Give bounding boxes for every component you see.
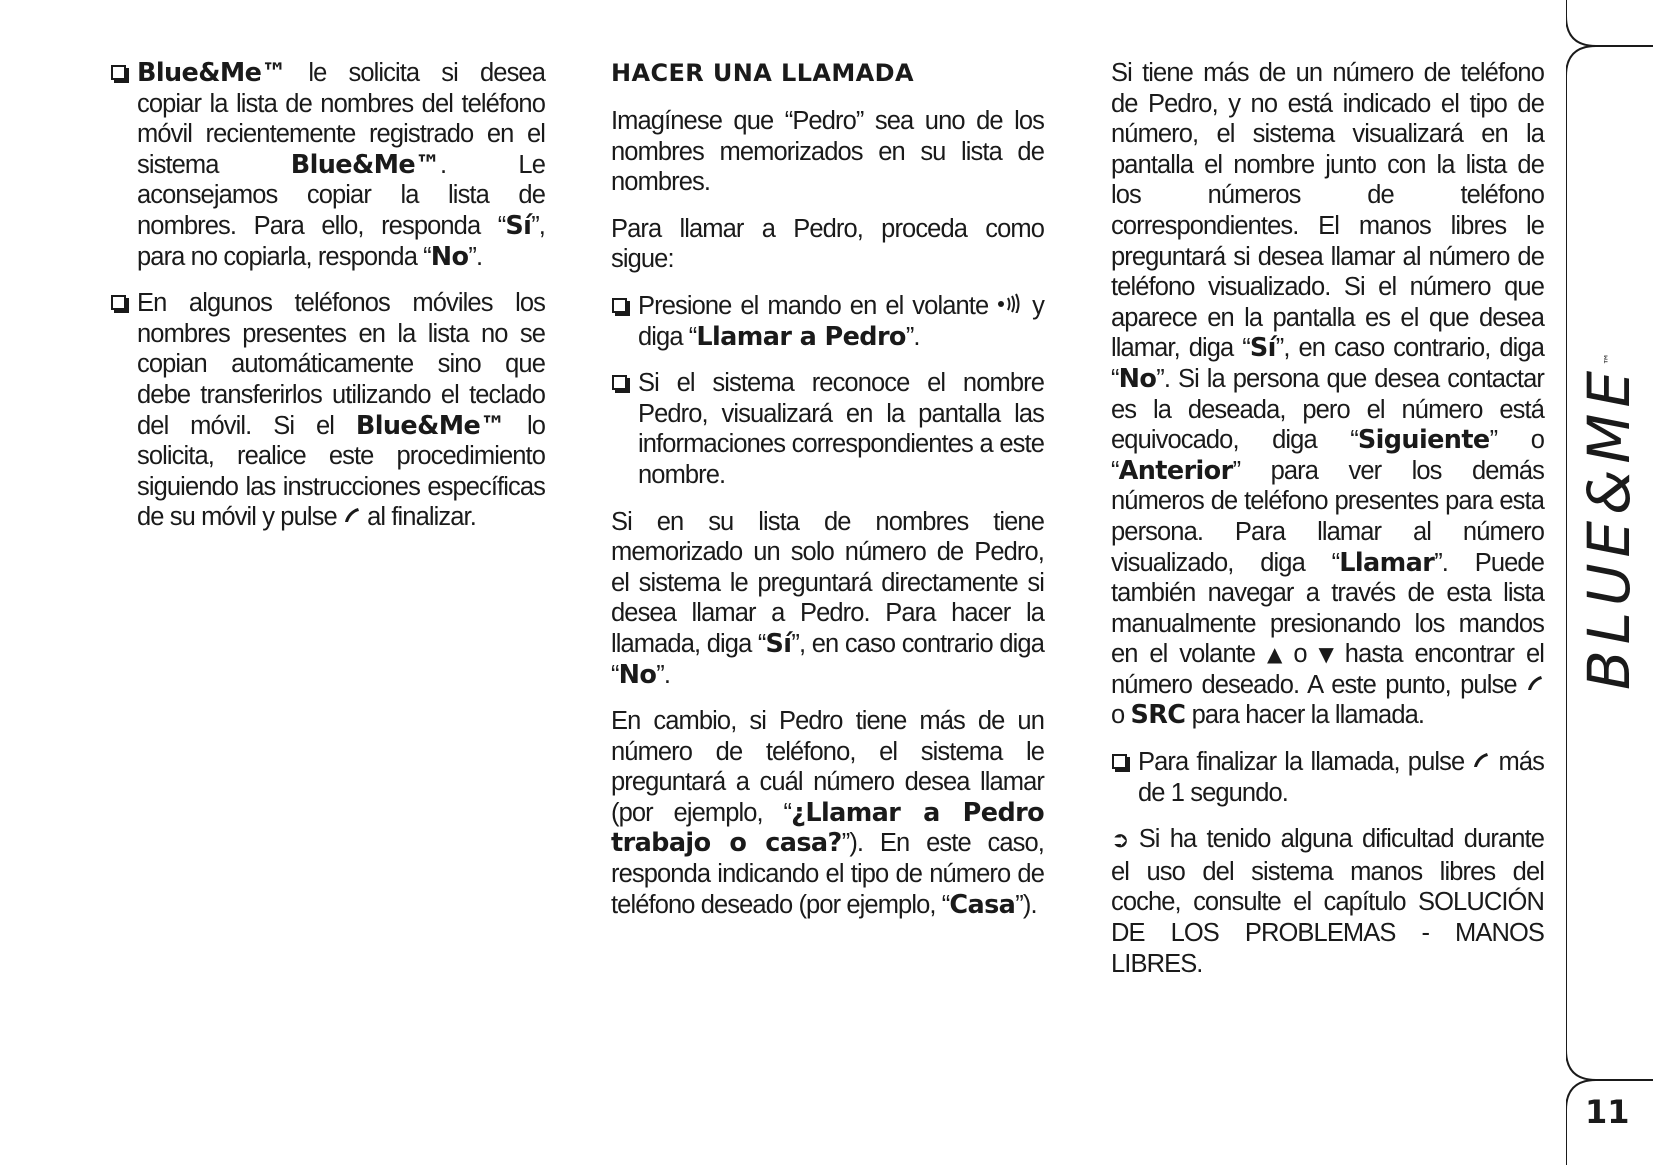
text: Si ha tenido alguna dificultad durante el uso del sistema manos libres del coche, consulte el capítulo SOLUCIÓN DE LOS PROBLEMAS - MANOS LIBRES. [1111, 825, 1544, 978]
paragraph [611, 706, 1044, 920]
paragraph [1111, 58, 1544, 731]
command-next: Siguiente [1357, 425, 1490, 456]
phone-handset-icon [343, 502, 361, 533]
square-bullet-icon [612, 375, 627, 390]
text: Para finalizar la llamada, pulse [1138, 748, 1473, 777]
bullet-item-copy-list [110, 58, 545, 272]
text: y diga “ [638, 291, 1044, 351]
square-bullet-icon [111, 65, 126, 80]
text: para hacer la llamada. [1185, 701, 1425, 730]
page-number: 11 [1585, 1093, 1630, 1131]
command-casa: Casa [949, 889, 1016, 920]
command-no: No [1118, 363, 1157, 394]
phone-handset-icon [1472, 747, 1490, 778]
square-bullet-icon [1112, 754, 1127, 769]
note-arrow-icon: ➲ [1111, 828, 1129, 854]
text: ”). [1015, 890, 1037, 919]
brand-name: Blue&Me™ [290, 149, 441, 180]
text: le solicita si desea copiar la lista de nombres del teléfono móvil recientemente registrado en el sistema [137, 59, 545, 179]
src-key: SRC [1130, 700, 1186, 731]
section-heading: HACER UNA LLAMADA [611, 59, 914, 87]
bullet-item-press-voice [611, 291, 1044, 352]
text: ”, en caso contrario diga “ [611, 629, 1044, 689]
text: Presione el mando en el volante [638, 291, 998, 320]
brand-name: Blue&Me™ [137, 58, 287, 88]
text: o [1281, 640, 1319, 669]
column-3 [1111, 58, 1544, 995]
paragraph: Imagínese que “Pedro” sea uno de los nombres memorizados en su lista de nombres. [611, 107, 1044, 197]
command-yes: Sí [1249, 333, 1276, 364]
logo-text: BLUE&ME [1575, 364, 1643, 690]
blue-and-me-logo [1575, 352, 1643, 690]
text: En algunos teléfonos móviles los nombres presentes en la lista no se copian automáticamente sino que debe transferirlos utilizando el teclado del móvil. Si el [137, 289, 545, 440]
text: ”. [468, 242, 483, 271]
text: al finalizar. [360, 503, 476, 532]
command-call: Llamar [1339, 547, 1435, 578]
bullet-item-end-call [1111, 747, 1544, 808]
command-yes: Sí [505, 210, 532, 241]
command-no: No [430, 241, 469, 272]
text: hasta encontrar el número deseado. A este punto, pulse [1111, 640, 1545, 699]
text: lo solicita, realice este procedimiento siguiendo las instrucciones específicas de su móvil y pulse [137, 411, 545, 532]
text: ” para ver los demás números de teléfono presentes para esta persona. Para llamar al número visualizado, diga “ [1111, 456, 1544, 577]
phone-handset-icon [1526, 670, 1544, 701]
text: Si el sistema reconoce el nombre Pedro, visualizará en la pantalla las informaciones correspondientes a este nombre. [638, 369, 1044, 489]
paragraph: Para llamar a Pedro, proceda como sigue: [611, 214, 1044, 274]
trademark: ™ [1602, 352, 1616, 365]
square-bullet-icon [612, 298, 627, 313]
text: En cambio, si Pedro tiene más de un número de teléfono, el sistema le preguntará a cuál número desea llamar (por ejemplo, “ [611, 707, 1044, 827]
text: Si en su lista de nombres tiene memorizado un solo número de Pedro, el sistema le preguntará directamente si desea llamar a Pedro. Para hacer la llamada, diga “ [611, 507, 1044, 658]
arrow-up-icon: ▲ [1267, 642, 1282, 667]
text: ”. [905, 322, 920, 351]
paragraph [611, 507, 1044, 691]
text: ”. Puede también navegar a través de esta lista manualmente presionando los mandos en el volante [1111, 548, 1544, 669]
voice-command-icon [997, 291, 1023, 322]
command-call-pedro: Llamar a Pedro [696, 321, 906, 352]
text: ”. [656, 660, 671, 689]
text: ”). En este caso, responda indicando el tipo de número de teléfono deseado (por ejemplo, “ [611, 829, 1044, 919]
text: ”, para no copiarla, responda “ [137, 211, 545, 271]
text: ” o “ [1111, 426, 1544, 485]
command-no: No [618, 659, 657, 690]
brand-name: Blue&Me™ [355, 410, 506, 441]
text: Si tiene más de un número de teléfono de Pedro, y no está indicado el tipo de número, el sistema visualizará en la pantalla el nombre junto con la lista de los números de teléfono correspondientes. El manos libres le preguntará si desea llamar al número de teléfono visualizado. Si el número que aparece en la pantalla es el que desea llamar, diga “ [1111, 59, 1544, 363]
text: . Le aconsejamos copiar la lista de nombres. Para ello, responda “ [137, 150, 545, 240]
text: ”, en caso contrario, diga “ [1111, 334, 1544, 393]
column-2 [611, 58, 1044, 936]
square-bullet-icon [111, 295, 126, 310]
bullet-item-recognize [611, 368, 1044, 490]
text: ”. Si la persona que desea contactar es la deseada, pero el número está equivocado, diga “ [1111, 364, 1544, 455]
column-1 [110, 58, 545, 549]
command-yes: Sí [765, 628, 792, 659]
bullet-item-transfer [110, 288, 545, 533]
command-previous: Anterior [1118, 455, 1233, 486]
note-paragraph [1111, 824, 1544, 979]
text: más de 1 segundo. [1138, 748, 1544, 807]
command-question: ¿Llamar a Pedro trabajo o casa? [611, 797, 1044, 859]
arrow-down-icon: ▼ [1318, 642, 1333, 667]
text: o [1111, 701, 1131, 730]
